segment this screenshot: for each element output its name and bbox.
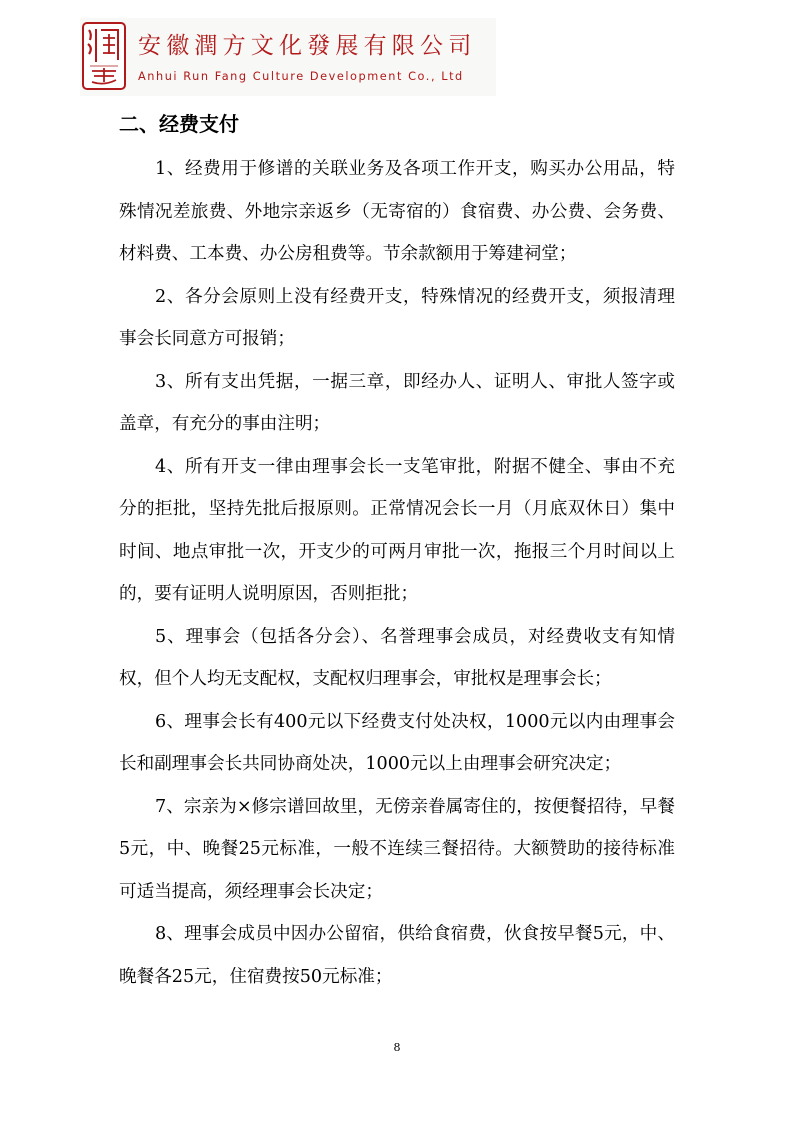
paragraph-6: 6、理事会长有400元以下经费支付处决权，1000元以内由理事会长和副理事会长共同协商处决，1000元以上由理事会研究决定； — [119, 711, 675, 774]
paragraph-1: 1、经费用于修谱的关联业务及各项工作开支，购买办公用品，特殊情况差旅费、外地宗亲返乡（无寄宿的）食宿费、办公费、会务费、材料费、工本费、办公房租费等。节余款额用于筹建祠堂； — [119, 159, 675, 264]
paragraph-7: 7、宗亲为×修宗谱回故里，无傍亲眷属寄住的，按便餐招待，早餐5元，中、晚餐25元标准，一般不连续三餐招待。大额赞助的接待标准可适当提高，须经理事会长决定； — [119, 796, 675, 902]
paragraph-5: 5、理事会（包括各分会）、名誉理事会成员，对经费收支有知情权，但个人均无支配权，支配权归理事会，审批权是理事会长； — [119, 626, 675, 689]
company-name-chinese: 安徽潤方文化發展有限公司 — [138, 33, 477, 59]
section-heading: 二、经费支付 — [119, 112, 239, 136]
paragraph-3: 3、所有支出凭据，一据三章，即经办人、证明人、审批人签字或盖章，有充分的事由注明； — [119, 371, 675, 434]
company-name-english: Anhui Run Fang Culture Development Co., Ltd — [138, 70, 464, 83]
seal-logo-glyph-icon — [84, 24, 124, 88]
document-body — [119, 148, 675, 998]
paragraph-8: 8、理事会成员中因办公留宿，供给食宿费，伙食按早餐5元，中、晚餐各25元，住宿费按50元标准； — [119, 924, 675, 987]
page-number: 8 — [393, 1041, 401, 1054]
paragraph-2: 2、各分会原则上没有经费开支，特殊情况的经费开支，须报清理事会长同意方可报销； — [119, 286, 675, 349]
seal-logo-icon — [82, 22, 126, 90]
paragraph-4: 4、所有开支一律由理事会长一支笔审批，附据不健全、事由不充分的拒批，坚持先批后报原则。正常情况会长一月（月底双休日）集中时间、地点审批一次，开支少的可两月审批一次，拖报三个月时间以上的，要有证明人说明原因，否则拒批； — [119, 456, 675, 604]
letterhead — [80, 18, 496, 96]
